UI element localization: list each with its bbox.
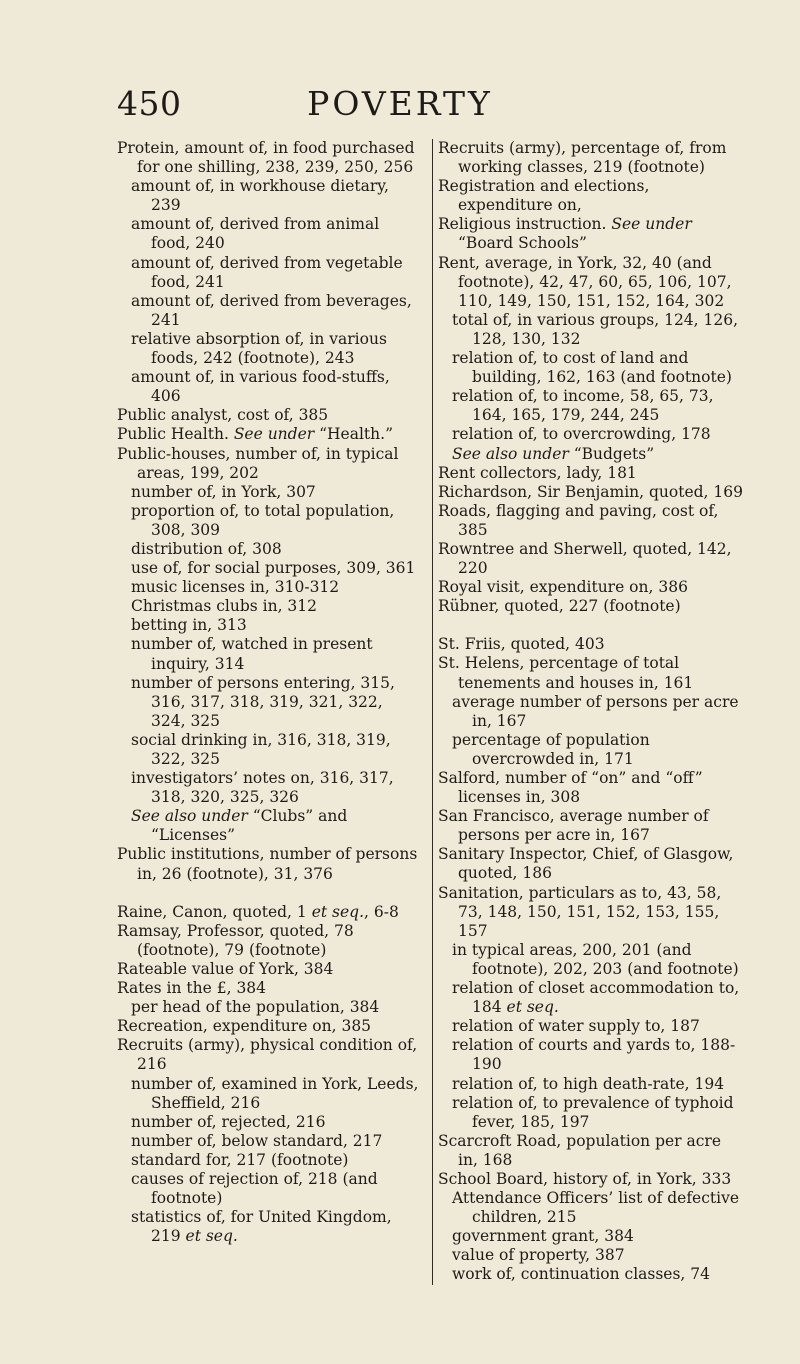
index-column-left <box>117 139 422 1246</box>
index-subentry: amount of, in various food-stuffs, 406 <box>131 368 390 406</box>
index-entry: Recruits (army), percentage of, from working classes, 219 (footnote) <box>438 139 727 177</box>
index-entry: Religious instruction. See under “Board Schools” <box>438 215 692 253</box>
index-subentry: number of, in York, 307 <box>131 482 316 501</box>
index-subentry: amount of, derived from vegetable food, 241 <box>131 253 403 291</box>
index-subentry: in typical areas, 200, 201 (and footnote), 202, 203 (and footnote) <box>452 940 739 978</box>
index-subentry: relation of, to cost of land and building, 162, 163 (and footnote) <box>452 349 732 387</box>
index-subentry: average number of persons per acre in, 167 <box>452 692 739 730</box>
index-entry: Recruits (army), physical condition of, 216 <box>117 1036 418 1074</box>
index-subentry: government grant, 384 <box>452 1227 634 1246</box>
index-entry: Public analyst, cost of, 385 <box>117 406 329 425</box>
index-entry: Rent, average, in York, 32, 40 (and footnote), 42, 47, 60, 65, 106, 107, 110, 149, 150, 151, 152, 164, 302 <box>438 253 732 310</box>
index-subentry: Attendance Officers’ list of defective children, 215 <box>452 1189 740 1227</box>
index-subentry: value of property, 387 <box>452 1246 625 1265</box>
index-subentry: number of persons entering, 315, 316, 317, 318, 319, 321, 322, 324, 325 <box>131 673 395 730</box>
index-subentry: amount of, derived from beverages, 241 <box>131 291 412 329</box>
index-subentry: relation of, to overcrowding, 178 <box>452 425 711 444</box>
index-entry: St. Friis, quoted, 403 <box>438 635 605 654</box>
index-subentry: relation of water supply to, 187 <box>452 1017 700 1036</box>
index-entry: St. Helens, percentage of total tenements and houses in, 161 <box>438 654 694 692</box>
index-entry: Protein, amount of, in food purchased for one shilling, 238, 239, 250, 256 <box>117 139 415 177</box>
index-subentry: See also under “Budgets” <box>452 444 655 463</box>
index-subentry: number of, watched in present inquiry, 314 <box>131 635 373 673</box>
index-subentry: music licenses in, 310-312 <box>131 578 340 597</box>
index-entry: Registration and elections, expenditure on, <box>438 177 650 215</box>
index-subentry: per head of the population, 384 <box>131 998 380 1017</box>
index-subentry: causes of rejection of, 218 (and footnote) <box>131 1169 378 1208</box>
index-subentry: number of, rejected, 216 <box>131 1112 326 1131</box>
index-section-gap <box>438 616 743 635</box>
index-entry: Rateable value of York, 384 <box>117 959 334 978</box>
index-entry: Public institutions, number of persons in, 26 (footnote), 31, 376 <box>117 845 418 883</box>
index-entry: Sanitary Inspector, Chief, of Glasgow, quoted, 186 <box>438 845 734 883</box>
index-subentry: standard for, 217 (footnote) <box>131 1150 349 1169</box>
index-entry: Richardson, Sir Benjamin, quoted, 169 <box>438 482 743 501</box>
index-entry: Recreation, expenditure on, 385 <box>117 1017 372 1036</box>
index-entry: Ramsay, Professor, quoted, 78 (footnote), 79 (footnote) <box>117 921 354 959</box>
index-subentry: number of, below standard, 217 <box>131 1131 383 1150</box>
index-subentry: work of, continuation classes, 74 <box>452 1265 711 1284</box>
index-subentry: number of, examined in York, Leeds, Sheffield, 216 <box>131 1074 419 1112</box>
index-subentry: investigators’ notes on, 316, 317, 318, 320, 325, 326 <box>131 769 394 807</box>
index-subentry: relation of courts and yards to, 188-190 <box>452 1036 736 1074</box>
index-entry: Public Health. See under “Health.” <box>117 425 393 444</box>
index-subentry: relation of, to prevalence of typhoid fever, 185, 197 <box>452 1093 734 1131</box>
index-subentry: use of, for social purposes, 309, 361 <box>131 559 416 578</box>
index-entry: Public-houses, number of, in typical areas, 199, 202 <box>117 444 399 482</box>
running-title: POVERTY <box>307 84 493 123</box>
index-subentry: relation of, to high death-rate, 194 <box>452 1074 725 1093</box>
index-entry: Roads, flagging and paving, cost of, 385 <box>438 501 719 539</box>
index-entry: Salford, number of “on” and “off” licenses in, 308 <box>438 769 703 807</box>
index-subentry: distribution of, 308 <box>131 539 282 558</box>
index-column-right <box>432 139 743 1285</box>
index-entry: Rowntree and Sherwell, quoted, 142, 220 <box>438 539 732 578</box>
index-subentry: social drinking in, 316, 318, 319, 322, 325 <box>131 730 391 768</box>
index-entry: Royal visit, expenditure on, 386 <box>438 578 688 597</box>
index-entry: Scarcroft Road, population per acre in, 168 <box>438 1131 722 1169</box>
index-section-gap <box>117 884 422 903</box>
page-header <box>0 84 800 134</box>
index-entry: Rent collectors, lady, 181 <box>438 463 637 482</box>
index-subentry: relation of, to income, 58, 65, 73, 164, 165, 179, 244, 245 <box>452 387 714 425</box>
page-number: 450 <box>117 84 182 123</box>
index-entry: Raine, Canon, quoted, 1 et seq., 6-8 <box>117 902 399 921</box>
index-subentry: relation of closet accommodation to, 184 et seq. <box>452 979 740 1017</box>
index-entry: San Francisco, average number of persons per acre in, 167 <box>438 807 709 845</box>
index-subentry: amount of, derived from animal food, 240 <box>131 215 380 253</box>
index-subentry: betting in, 313 <box>131 616 247 635</box>
index-entry: Sanitation, particulars as to, 43, 58, 73, 148, 150, 151, 152, 153, 155, 157 <box>438 883 722 940</box>
index-subentry: total of, in various groups, 124, 126, 128, 130, 132 <box>452 310 739 348</box>
index-entry: Rates in the £, 384 <box>117 979 267 998</box>
index-subentry: Christmas clubs in, 312 <box>131 597 318 616</box>
index-subentry: See also under “Clubs” and “Licenses” <box>131 807 348 845</box>
index-subentry: proportion of, to total population, 308, 309 <box>131 501 395 539</box>
index-subentry: percentage of population overcrowded in, 171 <box>452 730 650 768</box>
index-subentry: relative absorption of, in various foods, 242 (footnote), 243 <box>131 329 387 368</box>
index-entry: Rübner, quoted, 227 (footnote) <box>438 597 681 616</box>
index-subentry: amount of, in workhouse dietary, 239 <box>131 177 389 215</box>
index-subentry: statistics of, for United Kingdom, 219 et seq. <box>131 1208 392 1246</box>
index-entry: School Board, history of, in York, 333 <box>438 1169 732 1188</box>
